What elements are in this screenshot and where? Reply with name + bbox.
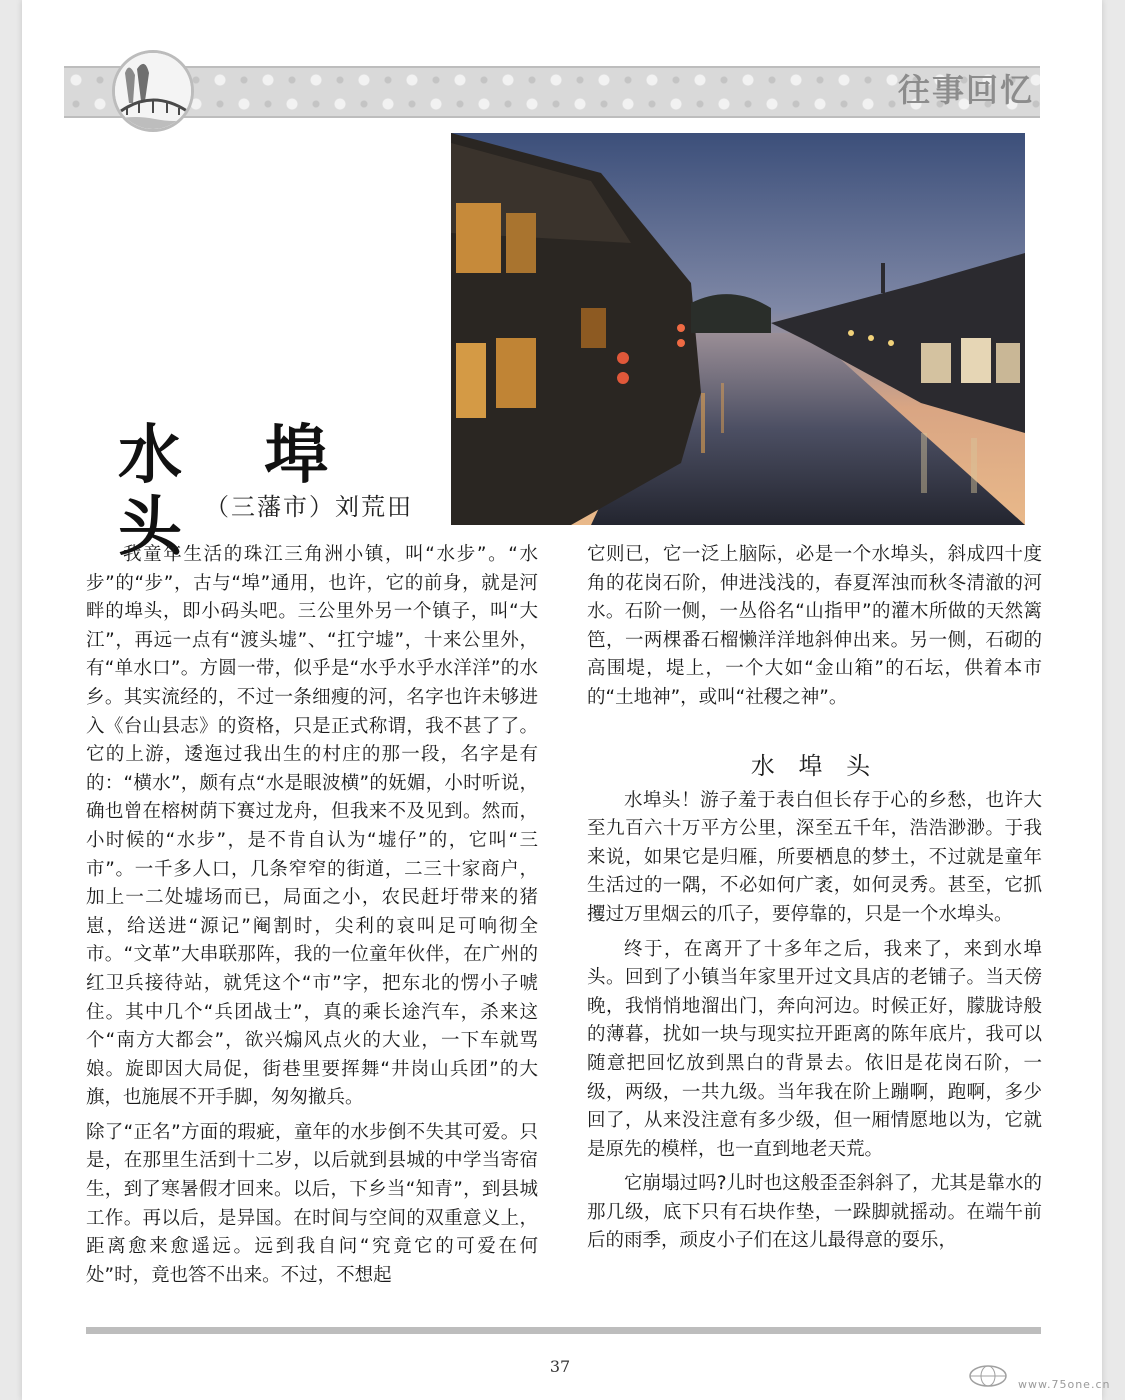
paragraph: 它崩塌过吗?儿时也这般歪歪斜斜了，尤其是靠水的那几级，底下只有石块作垫，一跺脚就摇动。在端午前后的雨季，顽皮小子们在这儿最得意的耍乐， xyxy=(587,1173,1042,1252)
left-column xyxy=(86,541,538,1311)
bridge-emblem-icon xyxy=(112,50,194,132)
paragraph: 它则已，它一泛上脑际，必是一个水埠头，斜成四十度角的花岗石阶，伸进浅浅的，春夏浑浊而秋冬清澈的河水。石阶一侧，一丛俗名“山指甲”的灌木所做的天然篱笆，一两棵番石榴懒洋洋地斜伸出来。另一侧，石砌的高围堤，堤上，一个大如“金山箱”的石坛，供着本市的“土地神”，或叫“社稷之神”。 xyxy=(587,544,1042,708)
globe-icon xyxy=(968,1364,1008,1388)
paragraph: 终于，在离开了十多年之后，我来了，来到水埠头。回到了小镇当年家里开过文具店的老铺子。当天傍晚，我悄悄地溜出门，奔向河边。时候正好，朦胧诗般的薄暮，扰如一块与现实拉开距离的陈年底片，我可以随意把回忆放到黑白的背景去。依旧是花岗石阶，一级，两级，一共九级。当年我在阶上蹦啊，跑啊，多少回了，从来没注意有多少级，但一厢情愿地以为，它就是原先的模样，也一直到地老天荒。 xyxy=(587,938,1042,1160)
right-column xyxy=(587,541,1042,1311)
footer-rule xyxy=(86,1327,1041,1334)
article-title: 水 埠 头 xyxy=(118,418,359,565)
section-title: 往事回忆 xyxy=(897,71,1034,109)
canal-night-photo xyxy=(451,133,1025,525)
paragraph: 除了“正名”方面的瑕疵，童年的水步倒不失其可爱。只是，在那里生活到十二岁，以后就到县城的中学当寄宿生，到了寒暑假才回来。以后，下乡当“知青”，到县城工作。再以后，是异国。在时间与空间的双重意义上，距离愈来愈遥远。远到我自问“究竟它的可爱在何处”时，竟也答不出来。不过，不想起 xyxy=(86,1121,538,1286)
article-byline: （三藩市）刘荒田 xyxy=(205,493,413,521)
site-watermark xyxy=(962,1358,1122,1394)
paragraph: 我童年生活的珠江三角洲小镇，叫“水步”。“水步”的“步”，古与“埠”通用，也许，它的前身，就是河畔的埠头，即小码头吧。三公里外另一个镇子，叫“大江”，再远一点有“渡头墟”、“扛宁墟”，十来公里外，有“单水口”。方圆一带，似乎是“水乎水乎水洋洋”的水乡。其实流经的，不过一条细瘦的河，名字也许未够进入《台山县志》的资格，只是正式称谓，我不甚了了。它的上游，逶迤过我出生的村庄的那一段，名字是有的：“横水”，颇有点“水是眼波横”的妩媚，小时听说，确也曾在榕树荫下赛过龙舟，但我来不及见到。然而，小时候的“水步”，是不肯自认为“墟仔”的，它叫“三市”。一千多人口，几条窄窄的街道，二三十家商户，加上一二处墟场而已，局面之小，农民赶圩带来的猪崽，给送进“源记”阉割时，尖利的哀叫足可响彻全市。“文革”大串联那阵，我的一位童年伙伴，在广州的红卫兵接待站，就凭这个“市”字，把东北的愣小子唬住。其中几个“兵团战士”，真的乘长途汽车，杀来这个“南方大都会”，欲兴煽风点火的大业，一下车就骂娘。旋即因大局促，街巷里要挥舞“井岗山兵团”的大旗，也施展不开手脚，匆匆撤兵。 xyxy=(86,544,538,1109)
watermark-text: www.75one.cn xyxy=(1018,1378,1111,1391)
paragraph: 水埠头！游子羞于表白但长存于心的乡愁，也许大至九百六十万平方公里，深至五千年，浩浩渺渺。于我来说，如果它是归雁，所要栖息的梦土，不过就是童年生活过的一隅，不必如何广袤，如何灵秀。甚至，它抓攫过万里烟云的爪子，要停靠的，只是一个水埠头。 xyxy=(587,789,1042,925)
page-number: 37 xyxy=(549,1357,571,1376)
subheading: 水 埠 头 xyxy=(750,751,879,780)
